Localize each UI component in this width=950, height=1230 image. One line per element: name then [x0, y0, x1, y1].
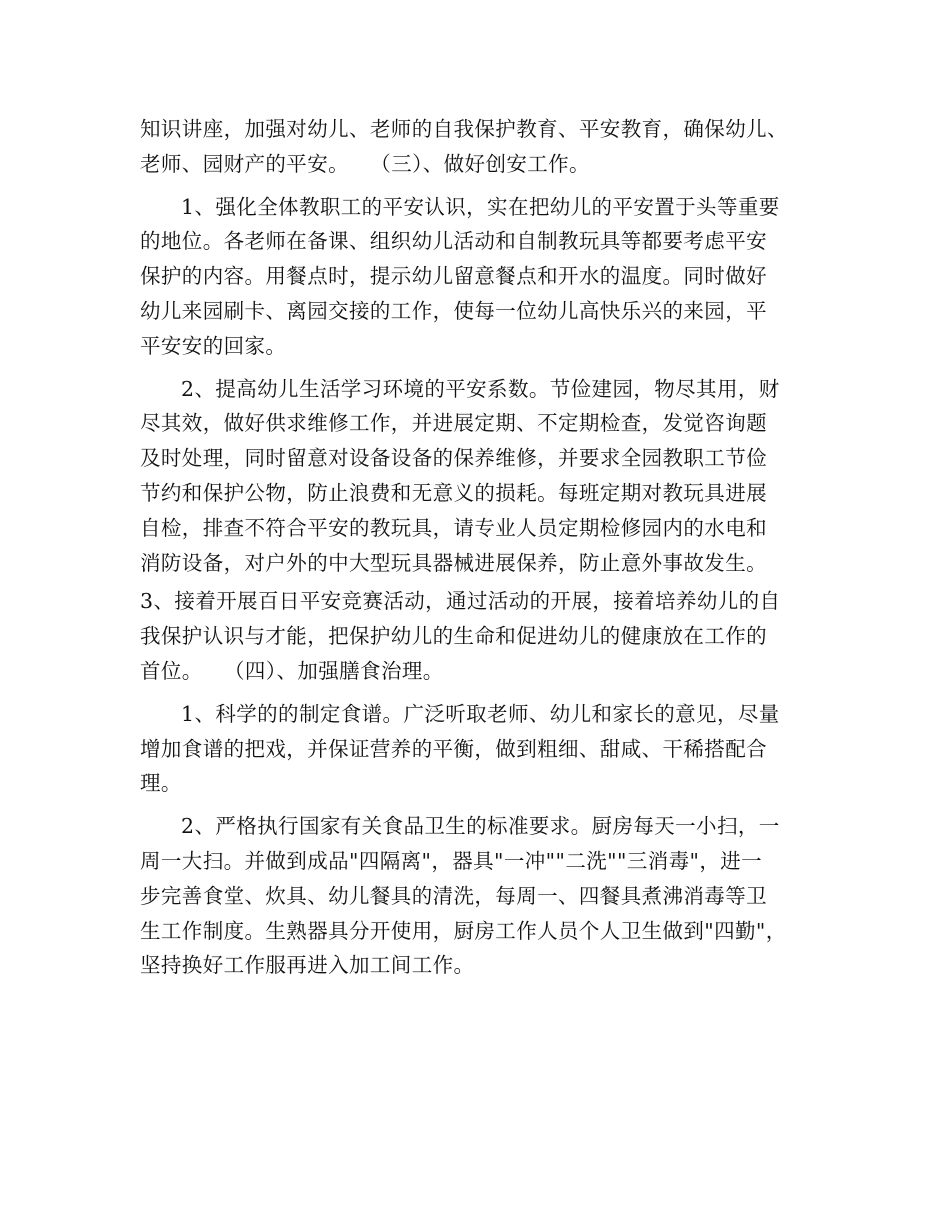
text-line: 保护的内容。用餐点时，提示幼儿留意餐点和开水的温度。同时做好	[140, 264, 767, 289]
paragraph-environment-safety	[140, 372, 820, 581]
text-line: 知识讲座，加强对幼儿、老师的自我保护教育、平安教育，确保幼儿、	[140, 117, 788, 141]
document-body	[140, 112, 820, 983]
text-line: 幼儿来园刷卡、离园交接的工作，使每一位幼儿高快乐兴的来园，平	[140, 298, 767, 323]
text-line: 增加食谱的把戏，并保证营养的平衡，做到粗细、甜咸、干稀搭配合	[140, 736, 767, 761]
text-line: 平安安的回家。	[140, 333, 287, 358]
text-line: 1、科学的的制定食谱。广泛听取老师、幼儿和家长的意见，尽量	[181, 701, 780, 726]
text-line: 首位。 （四）、加强膳食治理。	[140, 658, 444, 683]
paragraph-food-hygiene	[140, 809, 820, 983]
text-line: 消防设备，对户外的中大型玩具器械进展保养，防止意外事故发生。	[140, 550, 767, 575]
text-line: 老师、园财产的平安。 （三）、做好创安工作。	[140, 151, 590, 176]
paragraph-competition	[140, 584, 820, 688]
text-line: 1、强化全体教职工的平安认识，实在把幼儿的平安置于头等重要	[181, 194, 780, 219]
text-line: 的地位。各老师在备课、组织幼儿活动和自制教玩具等都要考虑平安	[140, 229, 767, 254]
text-line: 节约和保护公物，防止浪费和无意义的损耗。每班定期对教玩具进展	[140, 480, 767, 505]
text-line: 尽其效，做好供求维修工作，并进展定期、不定期检查，发觉咨询题	[140, 411, 767, 436]
text-line: 我保护认识与才能，把保护幼儿的生命和促进幼儿的健康放在工作的	[140, 624, 767, 649]
text-line: 2、严格执行国家有关食品卫生的标准要求。厨房每天一小扫，一	[181, 814, 780, 839]
text-line: 2、提高幼儿生活学习环境的平安系数。节俭建园，物尽其用，财	[181, 376, 780, 401]
text-line: 理。	[140, 771, 182, 796]
text-line: 步完善食堂、炊具、幼儿餐具的清洗，每周一、四餐具煮沸消毒等卫	[140, 883, 767, 908]
text-line: 周一大扫。并做到成品"四隔离"，器具"一冲""二洗""三消毒"，进一	[140, 848, 763, 873]
text-line: 及时处理，同时留意对设备设备的保养维修，并要求全园教职工节俭	[140, 446, 767, 471]
paragraph-safety-lecture	[140, 112, 820, 182]
text-line: 生工作制度。生熟器具分开使用，厨房工作人员个人卫生做到"四勤"，	[140, 918, 787, 943]
paragraph-menu	[140, 697, 820, 801]
text-line: 自检，排查不符合平安的教玩具，请专业人员定期检修园内的水电和	[140, 515, 767, 540]
text-line: 坚持换好工作服再进入加工间工作。	[140, 953, 475, 978]
paragraph-safety-awareness	[140, 190, 820, 364]
text-line: 3、接着开展百日平安竞赛活动，通过活动的开展，接着培养幼儿的自	[140, 589, 781, 614]
